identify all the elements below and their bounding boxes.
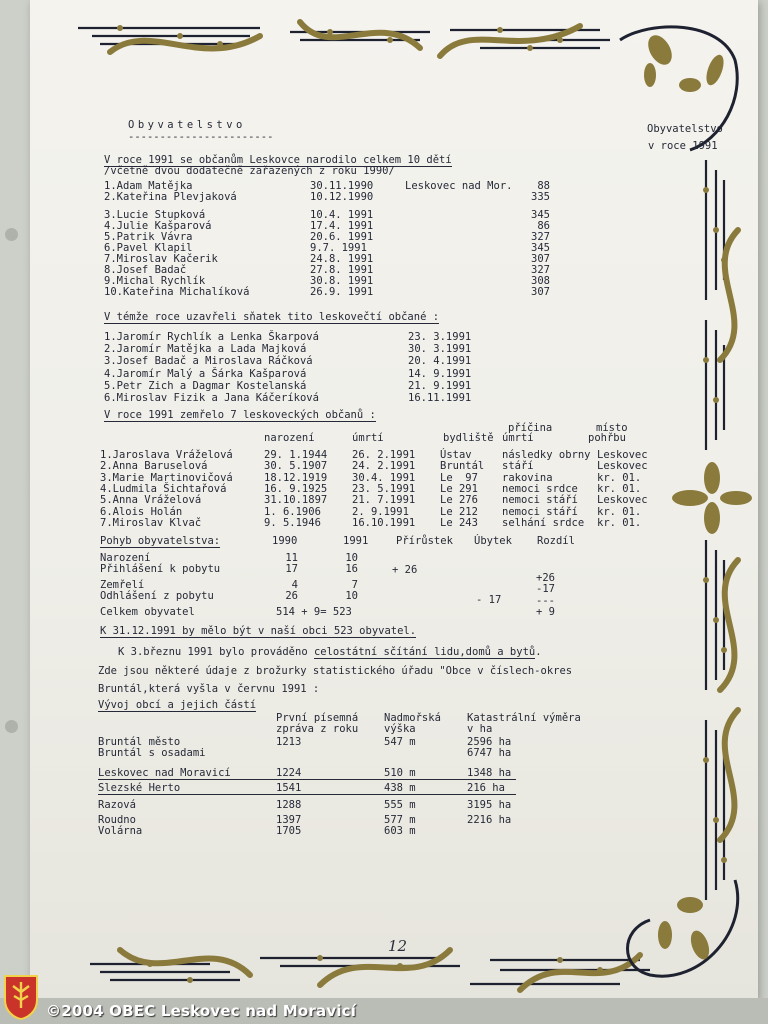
page-title: Obyvatelstvo (128, 119, 246, 131)
movement-row-label: Odhlášení z pobytu (100, 590, 214, 602)
census-year: 1397 (276, 814, 302, 826)
census-altitude: 547 m (384, 736, 416, 748)
movement-row-label: Přihlášení k pobytu (100, 563, 221, 575)
birth-name: 5.Patrik Vávra (104, 231, 193, 243)
birth-house-number: 88 (537, 180, 550, 192)
census-col-area2: v ha (467, 723, 493, 735)
marriage-couple: 2.Jaromír Matějka a Lada Majková (104, 343, 307, 356)
death-died: 30.4. 1991 (352, 471, 416, 484)
death-born: 30. 5.1907 (264, 460, 328, 473)
census-name: Razová (98, 799, 136, 811)
marriage-date: 20. 4.1991 (408, 355, 472, 368)
census-area: 3195 ha (467, 799, 512, 811)
movement-row-1990: 11 (285, 552, 298, 564)
death-burial: kr. 01. (597, 471, 642, 484)
census-year: 1213 (276, 736, 302, 748)
page-number: 12 (388, 937, 408, 955)
birth-name: 3.Lucie Stupková (104, 209, 206, 221)
census-col-alt1: Nadmořská (384, 712, 441, 724)
deaths-col-cause2: úmrtí (502, 432, 534, 444)
death-residence: Le 291 (440, 482, 478, 495)
death-died: 26. 2.1991 (352, 449, 416, 461)
death-born: 9. 5.1946 (264, 516, 321, 529)
birth-date: 10.12.1990 (310, 191, 374, 203)
census-name: Bruntál město (98, 736, 181, 748)
death-burial: Leskovec (597, 449, 648, 461)
birth-date: 9.7. 1991 (310, 242, 367, 254)
birth-house-number: 327 (531, 264, 550, 276)
coat-of-arms-icon (3, 974, 39, 1020)
census-line1-a: K 3.březnu 1991 bylo prováděno (118, 646, 314, 658)
movement-col-1990: 1990 (272, 535, 298, 547)
birth-house-number: 307 (531, 286, 550, 298)
movement-row-1991: 16 (345, 563, 358, 575)
death-born: 1. 6.1906 (264, 505, 321, 518)
death-residence: Bruntál (440, 460, 485, 473)
deaths-col-born: narození (264, 432, 315, 444)
movement-col-1991: 1991 (343, 535, 369, 547)
movement-row-1991: 7 (351, 579, 358, 591)
deaths-heading: V roce 1991 zemřelo 7 leskoveckých občanů : (104, 409, 376, 421)
movement-row-1990: 17 (285, 563, 298, 575)
census-altitude: 438 m (384, 782, 416, 794)
birth-date: 30.8. 1991 (310, 275, 374, 287)
death-born: 29. 1.1944 (264, 449, 328, 461)
death-died: 2. 9.1991 (352, 505, 409, 518)
movement-row-label: Narození (100, 552, 151, 564)
birth-name: 6.Pavel Klapil (104, 242, 193, 254)
death-residence: Le 243 (440, 516, 478, 529)
census-name: Volárna (98, 825, 143, 837)
birth-date: 17.4. 1991 (310, 220, 374, 232)
movement-total-value: 514 + 9= 523 (276, 606, 352, 618)
census-area: 1348 ha (467, 767, 512, 779)
margin-note (647, 121, 723, 155)
census-line1-b: celostátní sčítání lidu,domů a bytů (313, 646, 536, 658)
census-name: Roudno (98, 814, 136, 826)
title-underline: ----------------------- (128, 131, 274, 143)
death-residence: Ústav (440, 449, 472, 461)
death-born: 16. 9.1925 (264, 482, 328, 495)
death-died: 21. 7.1991 (352, 494, 416, 507)
census-row-underline (98, 794, 516, 795)
birth-name: 9.Michal Rychlík (104, 275, 206, 287)
census-name: Bruntál s osadami (98, 747, 206, 759)
death-cause: nemoci srdce (502, 482, 578, 495)
marriage-couple: 1.Jaromír Rychlík a Lenka Škarpová (104, 331, 319, 343)
census-col-first2: zpráva z roku (276, 723, 359, 735)
death-name: 3.Marie Martinovičová (100, 471, 233, 484)
births-subheading: /včetně dvou dodatečně zařazených z roku 1990/ (104, 165, 395, 177)
census-year: 1541 (276, 782, 302, 794)
death-died: 16.10.1991 (352, 516, 416, 529)
census-line1-c: . (535, 646, 542, 658)
movement-row-1990: 26 (285, 590, 298, 602)
deaths-col-residence: bydliště (443, 432, 494, 444)
marriage-couple: 5.Petr Zich a Dagmar Kostelanská (104, 379, 307, 392)
marriage-couple: 6.Miroslav Fizik a Jana Káčeríková (104, 392, 319, 404)
death-name: 1.Jaroslava Vráželová (100, 449, 233, 461)
census-name: Leskovec nad Moravicí (98, 767, 231, 779)
death-cause: stáří (502, 460, 534, 473)
census-col-alt2: výška (384, 723, 416, 735)
deaths-col-burial1: místo (596, 422, 628, 434)
census-line3: Bruntál,která vyšla v červnu 1991 : (98, 683, 320, 695)
deaths-col-died: úmrtí (352, 432, 384, 444)
birth-place: Leskovec nad Mor. (405, 180, 513, 192)
birth-name: 8.Josef Badač (104, 264, 187, 276)
movement-summary: K 31.12.1991 by mělo být v naší obci 523 obyvatel. (100, 625, 417, 637)
death-residence: Le 276 (440, 494, 478, 507)
census-row-underline (98, 779, 516, 780)
census-area: 2216 ha (467, 814, 512, 826)
death-name: 7.Miroslav Klvač (100, 516, 202, 529)
birth-house-number: 345 (531, 209, 550, 221)
death-born: 31.10.1897 (264, 494, 328, 507)
birth-house-number: 308 (531, 275, 550, 287)
birth-house-number: 307 (531, 253, 550, 265)
marriage-date: 16.11.1991 (408, 392, 472, 404)
census-year: 1705 (276, 825, 302, 837)
birth-name: 10.Kateřina Michalíková (104, 286, 250, 298)
birth-name: 2.Kateřina Plevjaková (104, 191, 237, 203)
marriage-date: 30. 3.1991 (408, 343, 472, 356)
margin-note-line2: v roce 1991 (648, 140, 718, 152)
movement-diff-value: -17 (536, 583, 555, 595)
birth-date: 24.8. 1991 (310, 253, 374, 265)
census-area: 6747 ha (467, 747, 512, 759)
death-burial: Leskovec (597, 494, 648, 507)
birth-date: 20.6. 1991 (310, 231, 374, 243)
movement-col-loss: Úbytek (474, 535, 512, 547)
movement-heading: Pohyb obyvatelstva: (100, 535, 221, 547)
census-altitude: 577 m (384, 814, 416, 826)
census-area: 216 ha (467, 782, 505, 794)
death-residence: Le 97 (440, 471, 478, 484)
census-altitude: 510 m (384, 767, 416, 779)
census-col-area1: Katastrální výměra (467, 712, 581, 724)
birth-house-number: 86 (537, 220, 550, 232)
death-cause: nemoci stáří (502, 505, 578, 518)
death-burial: kr. 01. (597, 482, 642, 495)
marriage-couple: 3.Josef Badač a Miroslava Ráčková (104, 355, 313, 368)
birth-date: 26.9. 1991 (310, 286, 374, 298)
movement-diff-value: + 9 (536, 606, 555, 618)
death-name: 5.Anna Vráželová (100, 494, 202, 507)
death-name: 2.Anna Baruselová (100, 460, 208, 473)
census-table-heading: Vývoj obcí a jejich částí (98, 699, 257, 711)
census-col-first1: První písemná (276, 712, 359, 724)
movement-diff-value: --- (536, 595, 555, 607)
marriage-couple: 4.Jaromír Malý a Šárka Kašparová (104, 367, 307, 380)
deaths-col-burial2: pohřbu (588, 432, 626, 444)
movement-col-gain: Přírůstek (396, 535, 453, 547)
birth-house-number: 327 (531, 231, 550, 243)
death-cause: rakovina (502, 471, 553, 484)
death-burial: kr. 01. (597, 516, 642, 529)
marriage-date: 14. 9.1991 (408, 367, 472, 380)
death-died: 24. 2.1991 (352, 460, 416, 473)
death-born: 18.12.1919 (264, 471, 328, 484)
census-area: 2596 ha (467, 736, 512, 748)
birth-date: 30.11.1990 (310, 180, 374, 192)
marriage-date: 23. 3.1991 (408, 331, 472, 343)
death-burial: kr. 01. (597, 505, 642, 518)
birth-name: 7.Miroslav Kačerik (104, 253, 218, 265)
death-cause: následky obrny (502, 449, 591, 461)
census-line2: Zde jsou některé údaje z brožurky statistického úřadu "Obce v číslech-okres (98, 665, 573, 677)
death-cause: nemoci stáří (502, 494, 578, 507)
birth-name: 1.Adam Matějka (104, 180, 193, 192)
birth-house-number: 345 (531, 242, 550, 254)
census-line1 (118, 647, 542, 658)
birth-date: 27.8. 1991 (310, 264, 374, 276)
movement-gain-value: + 26 (392, 564, 418, 576)
footer-copyright: ©2004 OBEC Leskovec nad Moravicí (46, 1002, 357, 1020)
marriage-date: 21. 9.1991 (408, 379, 472, 392)
census-altitude: 603 m (384, 825, 416, 837)
birth-date: 10.4. 1991 (310, 209, 374, 221)
census-year: 1288 (276, 799, 302, 811)
movement-col-diff: Rozdíl (537, 535, 575, 547)
movement-row-1991: 10 (345, 552, 358, 564)
death-died: 23. 5.1991 (352, 482, 416, 495)
marriages-heading: V témže roce uzavřeli sňatek tito leskovečtí občané : (104, 311, 440, 323)
movement-diff-value: +26 (536, 572, 555, 584)
movement-row-1991: 10 (345, 590, 358, 602)
census-year: 1224 (276, 767, 302, 779)
birth-name: 4.Julie Kašparová (104, 220, 212, 232)
census-altitude: 555 m (384, 799, 416, 811)
death-cause: selhání srdce (502, 516, 585, 529)
census-name: Slezské Herto (98, 782, 181, 794)
death-burial: Leskovec (597, 460, 648, 473)
movement-row-1990: 4 (291, 579, 298, 591)
death-name: 6.Alois Holán (100, 505, 183, 518)
death-name: 4.Ludmila Šichtařová (100, 482, 227, 495)
margin-note-line1: Obyvatelstvo (647, 123, 723, 135)
deaths-col-cause1: příčina (508, 422, 553, 434)
death-residence: Le 212 (440, 505, 478, 518)
movement-total-label: Celkem obyvatel (100, 606, 195, 618)
births-heading: V roce 1991 se občanům Leskovce narodilo celkem 10 dětí (104, 154, 452, 166)
movement-loss-value: - 17 (476, 594, 502, 606)
movement-row-label: Zemřelí (100, 579, 145, 591)
birth-house-number: 335 (531, 191, 550, 203)
